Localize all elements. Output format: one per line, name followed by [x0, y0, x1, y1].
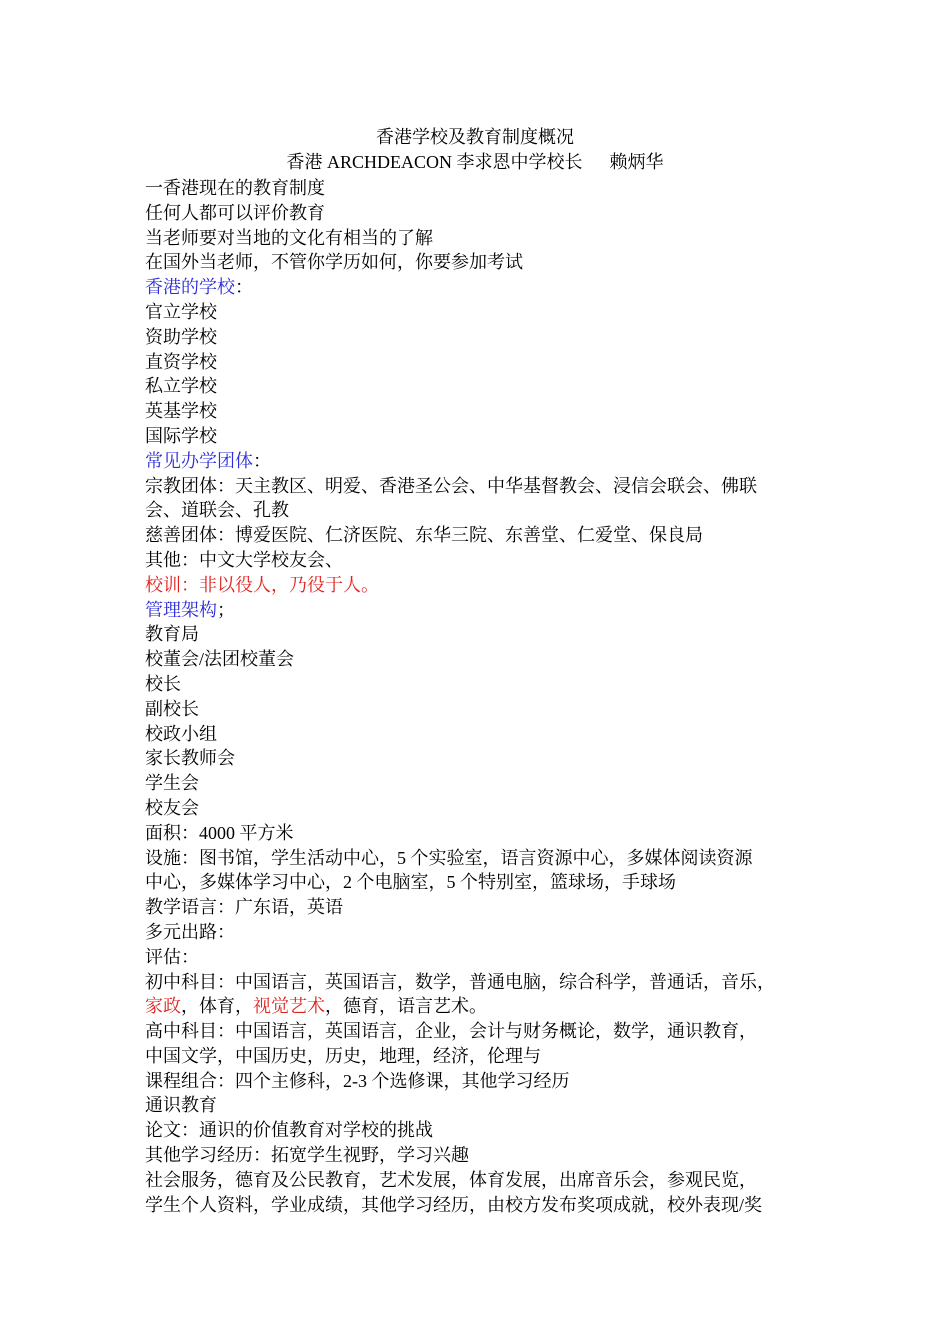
- list-item: 官立学校: [145, 301, 217, 322]
- list-item: 校政小组: [145, 723, 217, 744]
- subject-text: ，德育，语言艺术。: [325, 996, 487, 1017]
- document-subtitle: 香港 ARCHDEACON 李求恩中学校长 赖炳华: [286, 152, 664, 172]
- text-line: 任何人都可以评价教育: [145, 202, 325, 223]
- heading-text: 管理架构: [145, 599, 217, 620]
- text-line: 中国文学，中国历史，历史，地理，经济，伦理与: [145, 1045, 541, 1066]
- text-line: 通识教育: [145, 1095, 217, 1116]
- text-line: 其他学习经历：拓宽学生视野，学习兴趣: [145, 1145, 469, 1166]
- motto-punct: 。: [361, 574, 379, 595]
- list-item: 教育局: [145, 624, 199, 645]
- list-item: 校长: [145, 673, 181, 694]
- section-heading-sponsors: [145, 449, 825, 474]
- highlight-subject: 视觉艺术: [253, 996, 325, 1017]
- section-heading-schools: [145, 275, 825, 300]
- heading-text: 常见办学团体: [145, 450, 253, 471]
- list-item: 国际学校: [145, 425, 217, 446]
- list-item: 直资学校: [145, 351, 217, 372]
- list-item: 私立学校: [145, 376, 217, 397]
- list-item: 校友会: [145, 797, 199, 818]
- school-motto: [145, 573, 825, 598]
- text-line: 多元出路：: [145, 921, 235, 942]
- text-line: 当老师要对当地的文化有相当的了解: [145, 227, 433, 248]
- text-line: 宗教团体：天主教区、明爱、香港圣公会、中华基督教会、浸信会联会、佛联: [145, 475, 757, 496]
- motto-text: 校训：非以役人，乃役于人: [145, 574, 361, 595]
- highlight-subject: 家政: [145, 996, 181, 1017]
- text-line: 社会服务，德育及公民教育，艺术发展，体育发展，出席音乐会，参观民览，: [145, 1169, 757, 1190]
- list-item: 家长教师会: [145, 748, 235, 769]
- text-line: 其他：中文大学校友会、: [145, 549, 343, 570]
- text-line: 教学语言：广东语，英语: [145, 897, 343, 918]
- section-heading-management: [145, 598, 825, 623]
- text-line: 设施：图书馆，学生活动中心，5 个实验室，语言资源中心，多媒体阅读资源: [145, 847, 753, 868]
- text-line: 学生个人资料，学业成绩，其他学习经历，由校方发布奖项成就，校外表现/奖: [145, 1194, 762, 1215]
- list-item: 校董会/法团校董会: [145, 649, 295, 670]
- text-line: 论文：通识的价值教育对学校的挑战: [145, 1120, 433, 1141]
- document-body: [145, 176, 825, 1217]
- heading-punct: ：: [235, 277, 253, 298]
- list-item: 副校长: [145, 698, 199, 719]
- subjects-line: [145, 994, 825, 1019]
- document-title: 香港学校及教育制度概况: [376, 127, 574, 147]
- subject-text: ，体育，: [181, 996, 253, 1017]
- list-item: 资助学校: [145, 326, 217, 347]
- list-item: 学生会: [145, 773, 199, 794]
- text-line: 面积：4000 平方米: [145, 822, 294, 843]
- text-line: 慈善团体：博爱医院、仁济医院、东华三院、东善堂、仁爱堂、保良局: [145, 525, 703, 546]
- text-line: 课程组合：四个主修科，2-3 个选修课，其他学习经历: [145, 1070, 570, 1091]
- heading-punct: ：: [253, 450, 271, 471]
- heading-punct: ；: [217, 599, 235, 620]
- text-line: 初中科目：中国语言，英国语言，数学，普通电脑，综合科学，普通话，音乐，: [145, 971, 775, 992]
- text-line: 中心，多媒体学习中心，2 个电脑室，5 个特别室，篮球场，手球场: [145, 872, 676, 893]
- heading-text: 香港的学校: [145, 277, 235, 298]
- text-line: 一香港现在的教育制度: [145, 178, 325, 198]
- text-line: 会、道联会、孔教: [145, 500, 289, 521]
- text-line: 评估：: [145, 946, 199, 967]
- text-line: 在国外当老师，不管你学历如何，你要参加考试: [145, 252, 523, 273]
- list-item: 英基学校: [145, 401, 217, 422]
- text-line: 高中科目：中国语言，英国语言，企业，会计与财务概论，数学，通识教育，: [145, 1021, 757, 1042]
